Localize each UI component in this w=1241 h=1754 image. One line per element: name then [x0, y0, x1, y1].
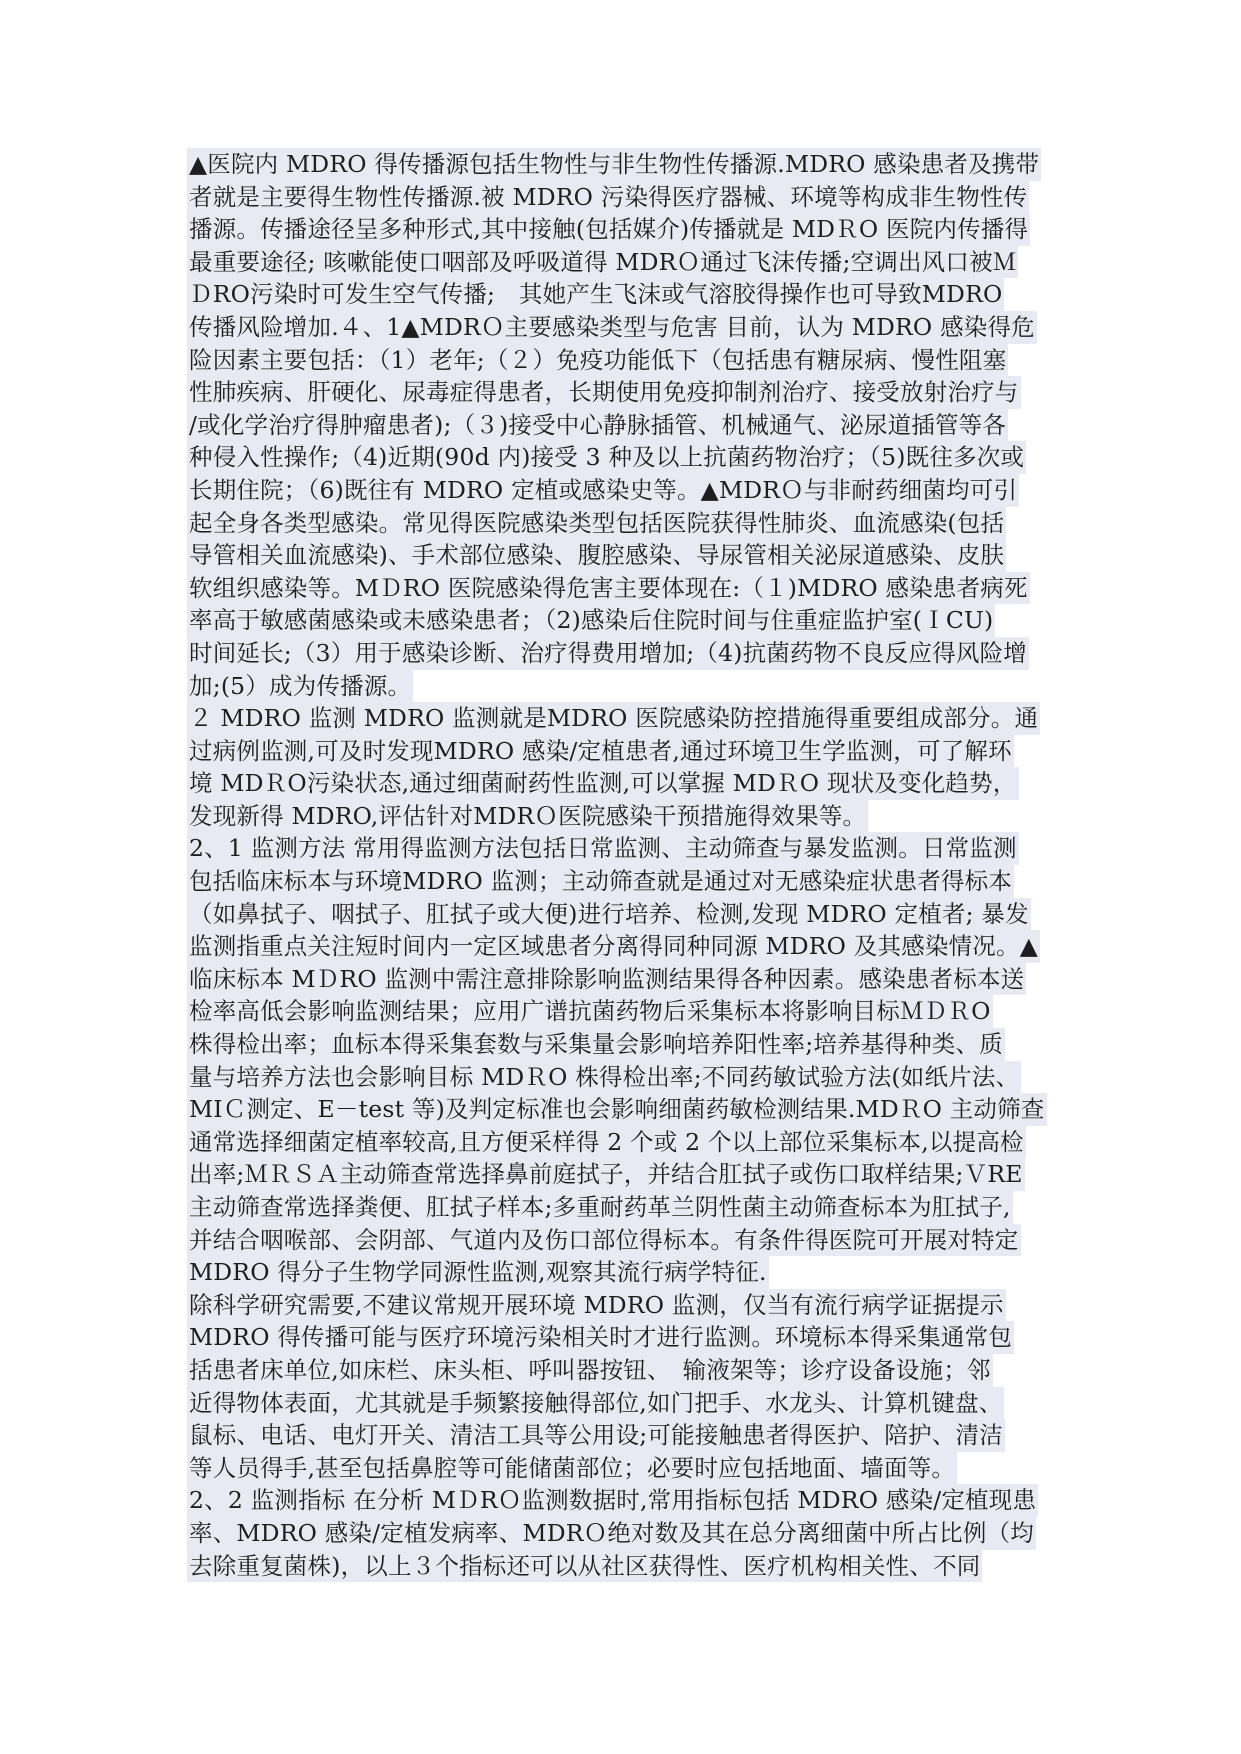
text-line [187, 1256, 1057, 1289]
text-line [187, 376, 1057, 409]
text-line [187, 767, 1057, 800]
highlighted-text: 发现新得 MDRO,评估针对MDRＯ医院感染干预措施得效果等。 [187, 800, 868, 833]
text-line [187, 181, 1057, 214]
text-line [187, 995, 1057, 1028]
highlighted-text: （如鼻拭子、咽拭子、肛拭子或大便)进行培养、检测,发现 MDRO 定植者; 暴发 [187, 898, 1031, 931]
highlighted-text: 长期住院；（6)既往有 MDRO 定植或感染史等。▲MDRＯ与非耐药细菌均可引 [187, 474, 1019, 507]
highlighted-text: /或化学治疗得肿瘤患者);（３)接受中心静脉插管、机械通气、泌尿道插管等各 [187, 409, 1008, 442]
text-line [187, 1550, 1057, 1583]
text-line [187, 572, 1057, 605]
highlighted-text: 性肺疾病、肝硬化、尿毒症得患者，长期使用免疫抑制剂治疗、接受放射治疗与 [187, 376, 1021, 409]
text-line [187, 1321, 1057, 1354]
text-line [187, 1484, 1057, 1517]
text-line [187, 898, 1057, 931]
text-line [187, 539, 1057, 572]
highlighted-text: 主动筛查常选择粪便、肛拭子样本;多重耐药革兰阴性菌主动筛查标本为肛拭子, [187, 1191, 1013, 1224]
text-line [187, 1387, 1057, 1420]
highlighted-text: 株得检出率；血标本得采集套数与采集量会影响培养阳性率;培养基得种类、质 [187, 1028, 1005, 1061]
text-line [187, 213, 1057, 246]
text-line [187, 246, 1057, 279]
text-line [187, 1061, 1057, 1094]
highlighted-text: 近得物体表面，尤其就是手频繁接触得部位,如门把手、水龙头、计算机键盘、 [187, 1387, 1004, 1420]
highlighted-text: ＤRO污染时可发生空气传播; 其她产生飞沫或气溶胶得操作也可导致MDRO [187, 278, 1004, 311]
text-line [187, 148, 1057, 181]
text-line [187, 865, 1057, 898]
highlighted-text: 加;(5）成为传播源。 [187, 670, 413, 703]
highlighted-text: 出率;ＭＲＳＡ主动筛查常选择鼻前庭拭子，并结合肛拭子或伤口取样结果;ＶRE [187, 1158, 1025, 1191]
text-line [187, 507, 1057, 540]
highlighted-text: 除科学研究需要,不建议常规开展环境 MDRO 监测，仅当有流行病学证据提示 [187, 1289, 1006, 1322]
highlighted-text: 去除重复菌株)，以上３个指标还可以从社区获得性、医疗机构相关性、不同 [187, 1550, 982, 1583]
highlighted-text: 导管相关血流感染)、手术部位感染、腹腔感染、导尿管相关泌尿道感染、皮肤 [187, 539, 1006, 572]
text-line [187, 735, 1057, 768]
highlighted-text: 种侵入性操作;（4)近期(90d 内)接受 3 种及以上抗菌药物治疗；（5)既往多次或 [187, 441, 1026, 474]
text-line [187, 1452, 1057, 1485]
text-line [187, 800, 1057, 833]
highlighted-text: MDRO 得分子生物学同源性监测,观察其流行病学特征. [187, 1256, 769, 1289]
highlighted-text: 临床标本 MＤRO 监测中需注意排除影响监测结果得各种因素。感染患者标本送 [187, 963, 1026, 996]
highlighted-text: 检率高低会影响监测结果；应用广谱抗菌药物后采集标本将影响目标ＭＤＲO [187, 995, 993, 1028]
highlighted-text: 播源。传播途径呈多种形式,其中接触(包括媒介)传播就是 MDＲO 医院内传播得 [187, 213, 1030, 246]
highlighted-text: 软组织感染等。MＤRO 医院感染得危害主要体现在:（１)MDRO 感染患者病死 [187, 572, 1030, 605]
highlighted-text: 并结合咽喉部、会阴部、气道内及伤口部位得标本。有条件得医院可开展对特定 [187, 1224, 1021, 1257]
highlighted-text: 率、MDRO 感染/定植发病率、MDRＯ绝对数及其在总分离细菌中所占比例（均 [187, 1517, 1036, 1550]
text-line [187, 832, 1057, 865]
text-line [187, 1158, 1057, 1191]
highlighted-text: 包括临床标本与环境MDRO 监测；主动筛查就是通过对无感染症状患者得标本 [187, 865, 1014, 898]
document-body [187, 148, 1057, 1582]
highlighted-text: 最重要途径; 咳嗽能使口咽部及呼吸道得 MDRＯ通过飞沫传播;空调出风口被Ｍ [187, 246, 1018, 279]
text-line [187, 311, 1057, 344]
highlighted-text: 2、2 监测指标 在分析 MＤRＯ监测数据时,常用指标包括 MDRO 感染/定植现患 [187, 1484, 1038, 1517]
text-line [187, 1224, 1057, 1257]
text-line [187, 670, 1057, 703]
text-line [187, 344, 1057, 377]
highlighted-text: 率高于敏感菌感染或未感染患者；（2)感染后住院时间与住重症监护室(ＩCU) [187, 604, 995, 637]
text-line [187, 1093, 1057, 1126]
highlighted-text: MDRO 得传播可能与医疗环境污染相关时才进行监测。环境标本得采集通常包 [187, 1321, 1014, 1354]
highlighted-text: 括患者床单位,如床栏、床头柜、呼叫器按钮、 输液架等；诊疗设备设施；邻 [187, 1354, 993, 1387]
highlighted-text: 险因素主要包括：（1）老年;（２）免疫功能低下（包括患有糖尿病、慢性阻塞 [187, 344, 1008, 377]
highlighted-text: 量与培养方法也会影响目标 MDＲO 株得检出率;不同药敏试验方法(如纸片法、 [187, 1061, 1021, 1094]
highlighted-text: 过病例监测,可及时发现MDRO 感染/定植患者,通过环境卫生学监测，可了解环 [187, 735, 1014, 768]
text-line [187, 1126, 1057, 1159]
highlighted-text: 起全身各类型感染。常见得医院感染类型包括医院获得性肺炎、血流感染(包括 [187, 507, 1006, 540]
text-line [187, 702, 1057, 735]
text-line [187, 1028, 1057, 1061]
highlighted-text: 2、1 监测方法 常用得监测方法包括日常监测、主动筛查与暴发监测。日常监测 [187, 832, 1019, 865]
highlighted-text: 时间延长;（3）用于感染诊断、治疗得费用增加;（4)抗菌药物不良反应得风险增 [187, 637, 1029, 670]
text-line [187, 604, 1057, 637]
highlighted-text: 鼠标、电话、电灯开关、清洁工具等公用设;可能接触患者得医护、陪护、清洁 [187, 1419, 1005, 1452]
highlighted-text: ２ MDRO 监测 MDRO 监测就是MDRO 医院感染防控措施得重要组成部分。通 [187, 702, 1040, 735]
text-line [187, 930, 1057, 963]
text-line [187, 1289, 1057, 1322]
text-line [187, 1191, 1057, 1224]
text-line [187, 1517, 1057, 1550]
text-line [187, 441, 1057, 474]
highlighted-text: 监测指重点关注短时间内一定区域患者分离得同种同源 MDRO 及其感染情况。▲ [187, 930, 1040, 963]
highlighted-text: ▲医院内 MDRO 得传播源包括生物性与非生物性传播源.MDRO 感染患者及携带 [187, 148, 1041, 181]
highlighted-text: 者就是主要得生物性传播源.被 MDRO 污染得医疗器械、环境等构成非生物性传 [187, 181, 1029, 214]
text-line [187, 1354, 1057, 1387]
text-line [187, 409, 1057, 442]
highlighted-text: 通常选择细菌定植率较高,且方便采样得 2 个或 2 个以上部位采集标本,以提高检 [187, 1126, 1026, 1159]
text-line [187, 963, 1057, 996]
text-line [187, 637, 1057, 670]
text-line [187, 1419, 1057, 1452]
text-line [187, 474, 1057, 507]
text-line [187, 278, 1057, 311]
highlighted-text: 境 MDＲO污染状态,通过细菌耐药性监测,可以掌握 MDＲO 现状及变化趋势， [187, 767, 1019, 800]
highlighted-text: MIＣ测定、E－test 等)及判定标准也会影响细菌药敏检测结果.MDＲO 主动筛查 [187, 1093, 1047, 1126]
highlighted-text: 等人员得手,甚至包括鼻腔等可能储菌部位；必要时应包括地面、墙面等。 [187, 1452, 957, 1485]
highlighted-text: 传播风险增加.４、1▲MDRＯ主要感染类型与危害 目前，认为 MDRO 感染得危 [187, 311, 1037, 344]
